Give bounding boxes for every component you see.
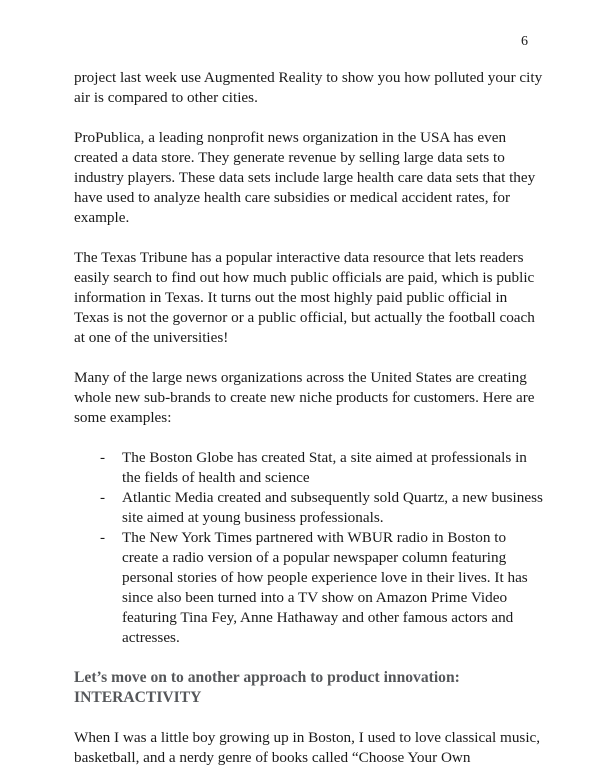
section-heading	[74, 668, 544, 708]
list-item-text: Atlantic Media created and subsequently sold Quartz, a new business site aimed at young business professionals.	[122, 489, 543, 526]
paragraph-propublica: ProPublica, a leading nonprofit news organization in the USA has even created a data store. They generate revenue by selling large data sets to industry players. These data sets include large health care data sets that they have used to analyze health care subsidies or medical accident rates, for example.	[74, 129, 536, 226]
section-heading-line1: Let’s move on to another approach to product innovation:	[74, 669, 460, 686]
paragraph-sub-brands: Many of the large news organizations across the United States are creating whole new sub-brands to create new niche products for customers. Here are some examples:	[74, 369, 535, 426]
list-marker: -	[100, 529, 106, 546]
list-marker: -	[100, 489, 106, 506]
page-number: 6	[521, 34, 528, 49]
examples-list	[74, 448, 544, 648]
list-marker: -	[100, 449, 106, 466]
list-item-text: The Boston Globe has created Stat, a site aimed at professionals in the fields of health and science	[122, 449, 527, 486]
list-item	[100, 488, 544, 528]
paragraph-texas-tribune: The Texas Tribune has a popular interactive data resource that lets readers easily search to find out how much public officials are paid, which is public information in Texas. It turns out the most highly paid public official in Texas is not the governor or a public official, but actually the football coach at one of the universities!	[74, 249, 535, 346]
paragraph-boston-childhood: When I was a little boy growing up in Boston, I used to love classical music, basketball, and a nerdy genre of books called “Choose Your Own	[74, 729, 541, 766]
list-item-text: The New York Times partnered with WBUR radio in Boston to create a radio version of a popular newspaper column featuring personal stories of how people experience love in their lives. It has since also been turned into a TV show on Amazon Prime Video featuring Tina Fey, Anne Hathaway and other famous actors and actresses.	[122, 529, 528, 646]
paragraph-air-pollution: project last week use Augmented Reality to show you how polluted your city air is compared to other cities.	[74, 69, 543, 106]
document-body	[74, 68, 544, 768]
list-item	[100, 528, 544, 648]
section-heading-line2: INTERACTIVITY	[74, 689, 202, 706]
list-item	[100, 448, 544, 488]
